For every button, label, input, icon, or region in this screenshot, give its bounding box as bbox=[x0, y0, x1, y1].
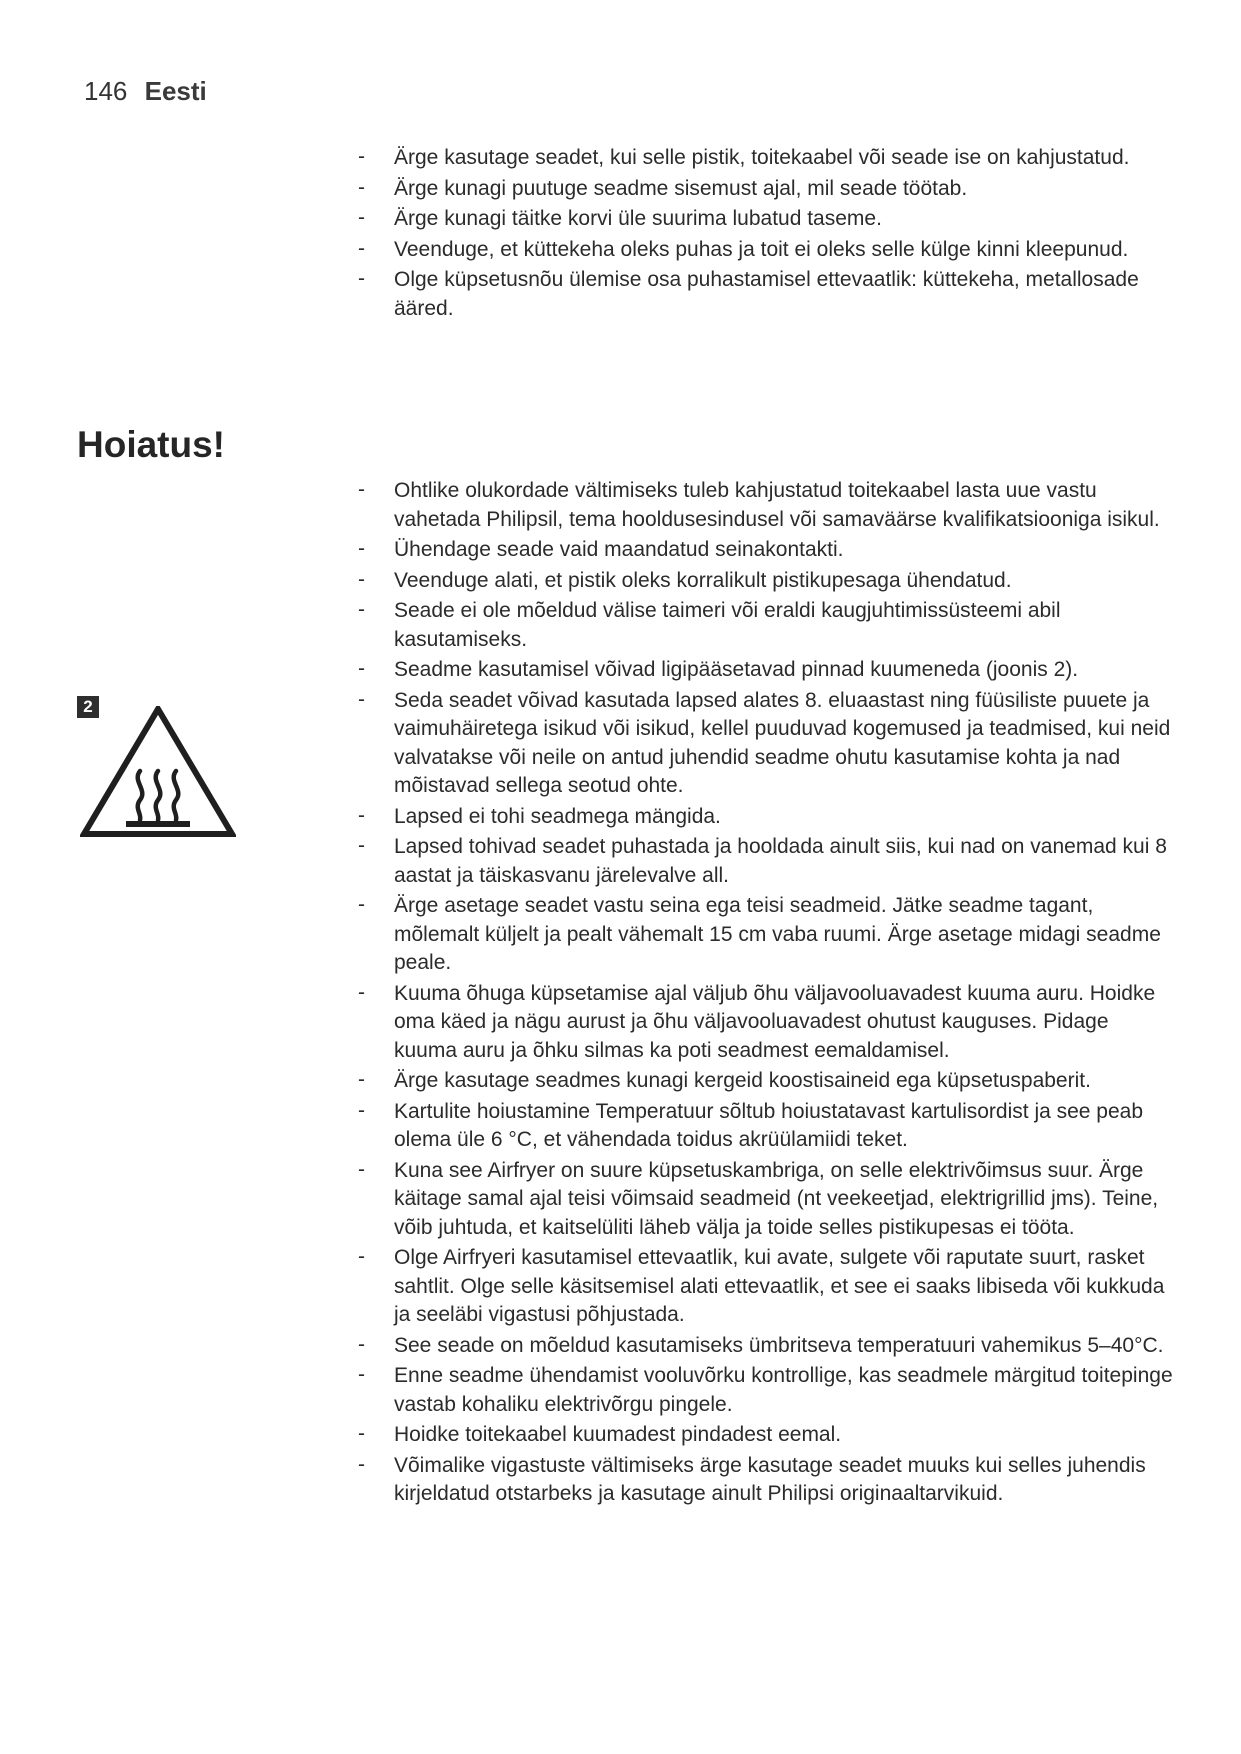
list-item-text: Kuuma õhuga küpsetamise ajal väljub õhu väljavooluavadest kuuma auru. Hoidke oma käed ja nägu aurust ja õhu väljavooluavadest ohutust kauguses. Pidage kuuma auru ja õhku silmas ka poti seadmest eemaldamisel. bbox=[394, 981, 1156, 1062]
dash-bullet: - bbox=[358, 206, 365, 229]
warning-section-title: Hoiatus! bbox=[77, 424, 225, 465]
dash-bullet: - bbox=[358, 145, 365, 168]
language-label: Eesti bbox=[144, 76, 207, 106]
dash-bullet: - bbox=[358, 893, 365, 916]
list-item-text: Ühendage seade vaid maandatud seinakontakti. bbox=[394, 538, 844, 561]
list-item-text: Hoidke toitekaabel kuumadest pindadest eemal. bbox=[394, 1423, 842, 1446]
list-item bbox=[358, 1098, 1173, 1155]
dash-bullet: - bbox=[358, 478, 365, 501]
list-item bbox=[358, 536, 1173, 565]
safety-list-warning bbox=[358, 477, 1173, 1511]
list-item bbox=[358, 980, 1173, 1066]
hot-surface-warning-icon bbox=[80, 706, 236, 842]
list-item-text: Ärge kunagi täitke korvi üle suurima lubatud taseme. bbox=[394, 207, 882, 230]
list-item bbox=[358, 567, 1173, 596]
dash-bullet: - bbox=[358, 1068, 365, 1091]
dash-bullet: - bbox=[358, 236, 365, 260]
dash-bullet: - bbox=[358, 537, 365, 560]
list-item-text: Veenduge, et küttekeha oleks puhas ja toit ei oleks selle külge kinni kleepunud. bbox=[394, 237, 1129, 261]
list-item bbox=[358, 205, 1173, 234]
list-item bbox=[358, 833, 1173, 890]
dash-bullet: - bbox=[358, 803, 365, 827]
list-item-text: Olge Airfryeri kasutamisel ettevaatlik, kui avate, sulgete või raputate suurt, rasket sahtlit. Olge selle käsitsemisel alati ettevaatlik, et see ei saaks libiseda või kukkuda ja seeläbi vigastusi põhjustada. bbox=[394, 1246, 1165, 1326]
dash-bullet: - bbox=[358, 1452, 365, 1476]
list-item-text: Ärge asetage seadet vastu seina ega teisi seadmeid. Jätke seadme tagant, mõlemalt küljelt ja pealt vähemalt 15 cm vaba ruumi. Ärge asetage midagi seadme peale. bbox=[394, 894, 1161, 974]
dash-bullet: - bbox=[358, 834, 365, 857]
page-number: 146 bbox=[84, 76, 128, 106]
list-item-text: Seade ei ole mõeldud välise taimeri või eraldi kaugjuhtimissüsteemi abil kasutamiseks. bbox=[394, 599, 1061, 651]
dash-bullet: - bbox=[358, 1422, 365, 1445]
list-item-text: Kartulite hoiustamine Temperatuur sõltub hoiustatavast kartulisordist ja see peab olema üle 6 °C, et vähendada toidus akrüülamiidi teket. bbox=[394, 1099, 1144, 1151]
list-item bbox=[358, 1157, 1173, 1243]
list-item bbox=[358, 892, 1173, 978]
list-item-text: Võimalike vigastuste vältimiseks ärge kasutage seadet muuks kui selles juhendis kirjeldatud otstarbeks ja kasutage ainult Philipsi originaaltarvikuid. bbox=[394, 1453, 1146, 1505]
list-item bbox=[358, 175, 1173, 204]
list-item-text: Ärge kasutage seadet, kui selle pistik, toitekaabel või seade ise on kahjustatud. bbox=[394, 146, 1130, 169]
list-item-text: Lapsed ei tohi seadmega mängida. bbox=[394, 804, 721, 828]
list-item bbox=[358, 266, 1173, 323]
list-item-text: Veenduge alati, et pistik oleks korralikult pistikupesaga ühendatud. bbox=[394, 568, 1012, 592]
dash-bullet: - bbox=[358, 687, 365, 711]
dash-bullet: - bbox=[358, 1332, 365, 1356]
dash-bullet: - bbox=[358, 1363, 365, 1386]
list-item bbox=[358, 687, 1173, 801]
dash-bullet: - bbox=[358, 598, 365, 621]
list-item-text: Seda seadet võivad kasutada lapsed alates 8. eluaastast ning füüsiliste puuete ja vaimuhäiretega isikud või isikud, kellel puuduvad kogemused ja teadmised, kui neid valvatakse või neile on antud juhendid seadme ohutu kasutamise kohta ja nad mõistavad sellega seotud ohte. bbox=[394, 688, 1171, 797]
figure-number-badge: 2 bbox=[77, 696, 99, 718]
dash-bullet: - bbox=[358, 657, 365, 680]
list-item-text: Lapsed tohivad seadet puhastada ja hooldada ainult siis, kui nad on vanemad kui 8 aastat ja täiskasvanu järelevalve all. bbox=[394, 835, 1167, 887]
list-item bbox=[358, 144, 1173, 173]
list-item bbox=[358, 1332, 1173, 1361]
list-item-text: Kuna see Airfryer on suure küpsetuskambriga, on selle elektrivõimsus suur. Ärge käitage samal ajal teisi võimsaid seadmeid (nt veekeetjad, elektrigrillid jms). Teine, võib juhtuda, et kaitselüliti läheb välja ja toide selles pistikupesas ei tööta. bbox=[394, 1158, 1159, 1239]
list-item bbox=[358, 803, 1173, 832]
list-item-text: Ohtlike olukordade vältimiseks tuleb kahjustatud toitekaabel lasta uue vastu vahetada Philipsil, tema hooldusesindusel või samaväärse kvalifikatsiooniga isikul. bbox=[394, 479, 1160, 531]
page-header bbox=[84, 76, 207, 107]
list-item bbox=[358, 597, 1173, 654]
list-item-text: See seade on mõeldud kasutamiseks ümbritseva temperatuuri vahemikus 5–40°C. bbox=[394, 1333, 1164, 1357]
list-item bbox=[358, 236, 1173, 265]
dash-bullet: - bbox=[358, 267, 365, 290]
list-item bbox=[358, 1067, 1173, 1096]
dash-bullet: - bbox=[358, 175, 365, 199]
list-item-text: Olge küpsetusnõu ülemise osa puhastamisel ettevaatlik: küttekeha, metallosade ääred. bbox=[394, 268, 1139, 320]
dash-bullet: - bbox=[358, 1098, 365, 1122]
list-item-text: Ärge kunagi puutuge seadme sisemust ajal, mil seade töötab. bbox=[394, 176, 968, 200]
list-item bbox=[358, 1244, 1173, 1330]
list-item bbox=[358, 1421, 1173, 1450]
list-item-text: Enne seadme ühendamist vooluvõrku kontrollige, kas seadmele märgitud toitepinge vastab kohaliku elektrivõrgu pingele. bbox=[394, 1364, 1173, 1416]
list-item bbox=[358, 1362, 1173, 1419]
list-item bbox=[358, 477, 1173, 534]
list-item bbox=[358, 656, 1173, 685]
list-item bbox=[358, 1452, 1173, 1509]
dash-bullet: - bbox=[358, 980, 365, 1004]
safety-list-general bbox=[358, 144, 1173, 325]
dash-bullet: - bbox=[358, 1157, 365, 1181]
list-item-text: Ärge kasutage seadmes kunagi kergeid koostisaineid ega küpsetuspaberit. bbox=[394, 1069, 1091, 1092]
dash-bullet: - bbox=[358, 567, 365, 591]
dash-bullet: - bbox=[358, 1245, 365, 1268]
list-item-text: Seadme kasutamisel võivad ligipääsetavad pinnad kuumeneda (joonis 2). bbox=[394, 658, 1079, 681]
